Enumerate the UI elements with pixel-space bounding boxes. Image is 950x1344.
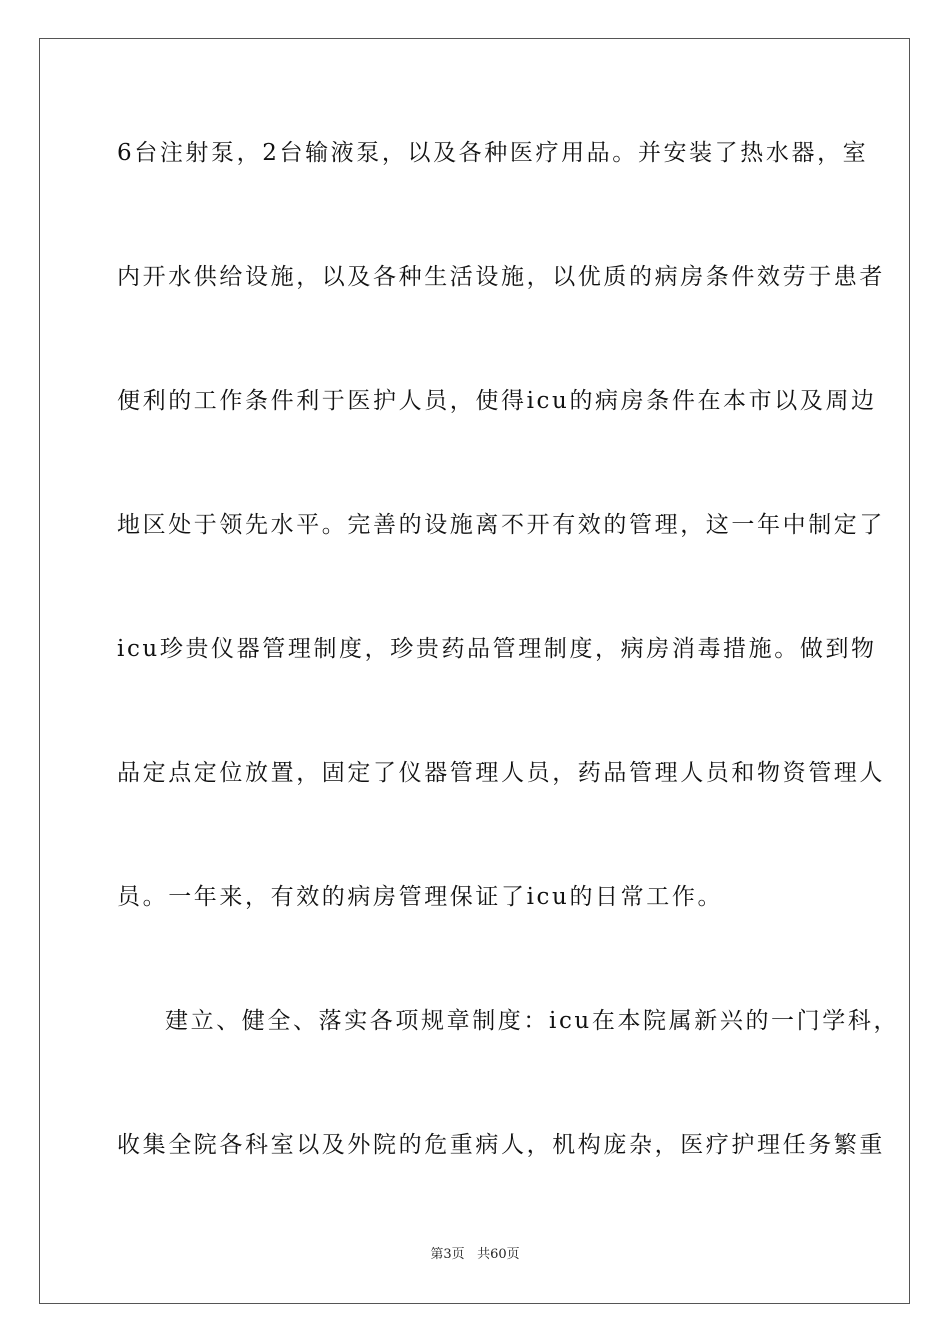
body-text-line-3: 便利的工作条件利于医护人员，使得icu的病房条件在本市以及周边 [117, 388, 877, 414]
page-border [39, 38, 910, 1304]
body-text-line-1: 6台注射泵，2台输液泵，以及各种医疗用品。并安装了热水器，室 [117, 140, 869, 166]
body-text-paragraph-start: 建立、健全、落实各项规章制度：icu在本院属新兴的一门学科， [165, 1008, 900, 1034]
page-footer [0, 1246, 950, 1264]
body-text-line-9: 收集全院各科室以及外院的危重病人，机构庞杂，医疗护理任务繁重 [117, 1132, 885, 1158]
body-text-line-6: 品定点定位放置，固定了仪器管理人员，药品管理人员和物资管理人 [117, 760, 885, 786]
page-number: 第3页 [430, 1247, 465, 1262]
body-text-line-5: icu珍贵仪器管理制度，珍贵药品管理制度，病房消毒措施。做到物 [117, 636, 877, 662]
body-text-line-4: 地区处于领先水平。完善的设施离不开有效的管理，这一年中制定了 [117, 512, 885, 538]
total-pages: 共60页 [477, 1247, 520, 1262]
body-text-line-2: 内开水供给设施，以及各种生活设施，以优质的病房条件效劳于患者 [117, 264, 885, 290]
body-text-line-7: 员。一年来，有效的病房管理保证了icu的日常工作。 [117, 884, 724, 910]
